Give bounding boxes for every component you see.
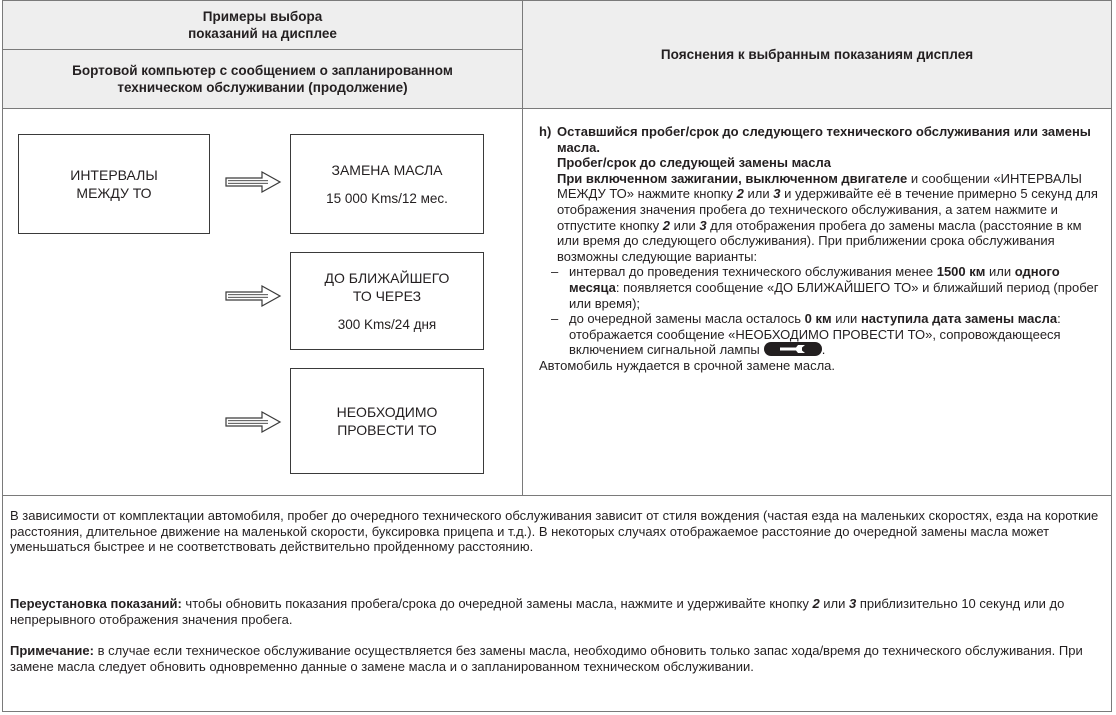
grid-line-bottom bbox=[2, 711, 1112, 712]
explanation-body bbox=[539, 155, 1099, 264]
header-explanations: Пояснения к выбранным показаниям дисплея bbox=[522, 0, 1112, 109]
explanation-closing: Автомобиль нуждается в срочной замене масла. bbox=[539, 357, 835, 373]
grid-line-middle bbox=[522, 108, 523, 496]
explanation-text bbox=[539, 124, 1099, 374]
explanation-subtitle: Пробег/срок до следующей замены масла bbox=[557, 155, 831, 171]
next-service-value: 300 Kms/24 дня bbox=[337, 316, 437, 332]
service-required-text: НЕОБХОДИМО ПРОВЕСТИ ТО bbox=[336, 404, 438, 438]
service-required-box bbox=[290, 368, 484, 474]
explanation-title: Оставшийся пробег/срок до следующего технического обслуживания или замены масла. bbox=[557, 124, 1091, 155]
manual-page bbox=[2, 0, 1112, 712]
wrench-warning-lamp-icon bbox=[764, 342, 822, 356]
next-service-box bbox=[290, 252, 484, 350]
next-service-title: ДО БЛИЖАЙШЕГО ТО ЧЕРЕЗ bbox=[324, 269, 450, 304]
item-label: h) bbox=[539, 124, 552, 139]
header-onboard-computer: Бортовой компьютер с сообщением о запланированном техническом обслуживании (продолжение) bbox=[2, 49, 523, 109]
arrow-right-icon bbox=[224, 410, 284, 434]
display-menu-box bbox=[18, 134, 210, 234]
oil-change-value: 15 000 Kms/12 мес. bbox=[326, 190, 448, 206]
arrow-right-icon bbox=[224, 284, 284, 308]
grid-line-right bbox=[1111, 108, 1112, 712]
driving-style-paragraph: В зависимости от комплектации автомобиля, пробег до очередного технического обслуживания зависит от стиля вождения (частая езда на маленьких скоростях, езда на короткие расстояния, длительное движение на маленькой скорости, буксировка прицепа и т.д.). В некоторых случаях отображаемое расстояние до очередной замены масла может уменьшаться быстрее и не соответствовать действительно пройденному расстоянию. bbox=[10, 508, 1099, 555]
grid-line-section bbox=[2, 495, 1112, 496]
note-paragraph: Примечание: в случае если техническое обслуживание осуществляется без замены масла, необходимо обновить только запас хода/время до технического обслуживания. При замене масла следует обновить одновременно данные о замене масла и о запланированном техническом обслуживании. bbox=[10, 643, 1083, 674]
grid-line-left bbox=[2, 108, 3, 712]
header-examples-title: Примеры выбора показаний на дисплее bbox=[2, 0, 523, 50]
oil-change-box bbox=[290, 134, 484, 234]
oil-change-title: ЗАМЕНА МАСЛА bbox=[331, 161, 443, 178]
display-menu-text: ИНТЕРВАЛЫ МЕЖДУ ТО bbox=[70, 167, 158, 201]
list-item: – до очередной замены масла осталось 0 км или наступила дата замены масла: отображается сообщение «НЕОБХОДИМО ПРОВЕСТИ ТО», сопровождающееся включением сигнальной лампы . bbox=[551, 311, 1061, 358]
explanation-heading bbox=[539, 124, 1099, 155]
list-item: – интервал до проведения технического обслуживания менее 1500 км или одного месяца: появляется сообщение «ДО БЛИЖАЙШЕГО ТО» и ближайший период (пробег или время); bbox=[551, 264, 1099, 311]
explanation-instructions: При включенном зажигании, выключенном двигателе и сообщении «ИНТЕРВАЛЫ МЕЖДУ ТО» нажмите кнопку 2 или 3 и удерживайте её в течение примерно 5 секунд для отображения значения пробега до технического обслуживания, а затем нажмите и отпустите кнопку 2 или 3 для отображения пробега до замены масла (расстояние в км или время до следующего обслуживания). При приближении срока обслуживания возможны следующие варианты: bbox=[557, 170, 1098, 264]
reset-paragraph: Переустановка показаний: чтобы обновить показания пробега/срока до очередной замены масла, нажмите и удерживайте кнопку 2 или 3 приблизительно 10 секунд или до непрерывного отображения значения пробега. bbox=[10, 596, 1065, 627]
arrow-right-icon bbox=[224, 170, 284, 194]
